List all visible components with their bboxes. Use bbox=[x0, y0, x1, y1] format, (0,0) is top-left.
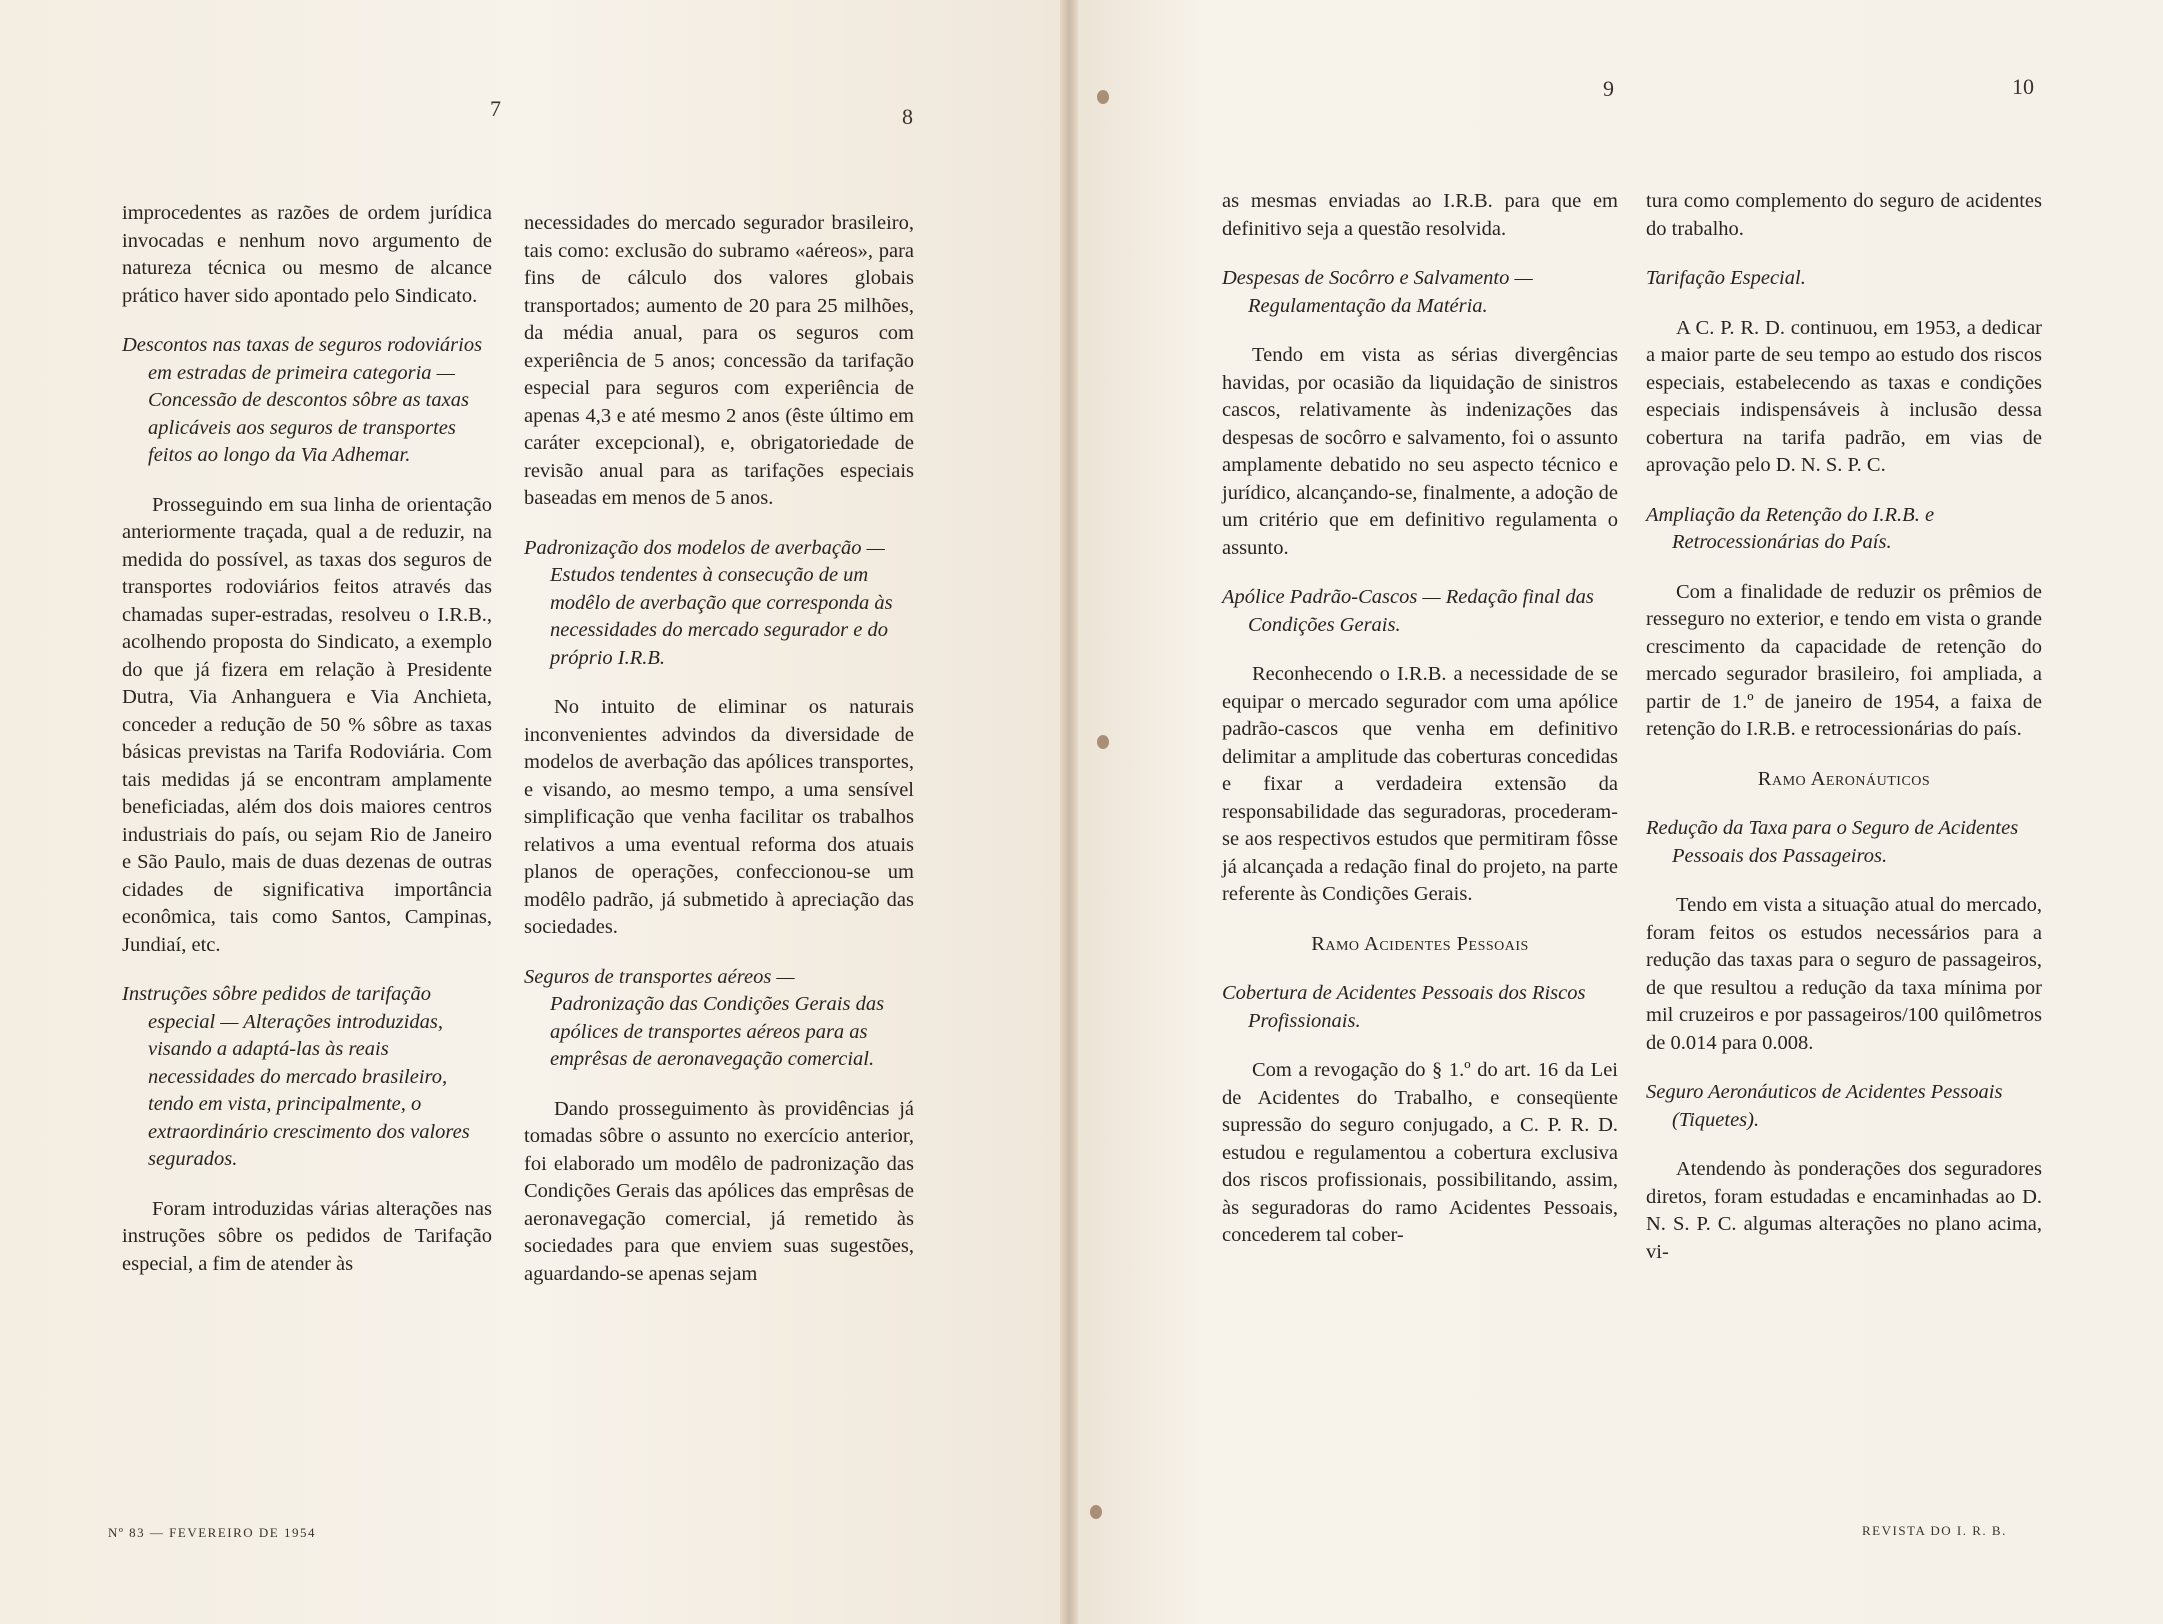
section-heading: Cobertura de Acidentes Pessoais dos Riscos Profissionais. bbox=[1222, 982, 1586, 1032]
paragraph: Com a finalidade de reduzir os prêmios de resseguro no exterior, e tendo em vista o grande crescimento da capacidade de retenção do mercado segurador brasileiro, foi ampliada, a partir de 1.º de janeiro de 1954, a faixa de retenção do I.R.B. e retrocessionárias do país. bbox=[1646, 580, 2042, 740]
paragraph: A C. P. R. D. continuou, em 1953, a dedicar a maior parte de seu tempo ao estudo dos riscos especiais, estabelecendo as taxas e condições especiais indispensáveis à inclusão dessa cobertura na tarifa padrão, em vias de aprovação pelo D. N. S. P. C. bbox=[1646, 316, 2042, 476]
footer-title: REVISTA DO I. R. B. bbox=[1862, 1523, 2007, 1538]
paragraph: Reconhecendo o I.R.B. a necessidade de se equipar o mercado segurador com uma apólice padrão-cascos que venha em definitivo delimitar a amplitude das coberturas concedidas e fixar a verdadeira extensão da responsabilidade das seguradoras, procederam-se aos respectivos estudos que permitiram fôsse já alcançada a redação final do projeto, na parte referente às Condições Gerais. bbox=[1222, 663, 1618, 905]
section-heading: Instruções sôbre pedidos de tarifação especial — Alterações introduzidas, visando a adaptá-las às reais necessidades do mercado brasileiro, tendo em vista, principalmente, o extraordinário crescimento dos valores segurados. bbox=[122, 983, 470, 1170]
staple-hole bbox=[1090, 1505, 1102, 1519]
page-number: 7 bbox=[490, 96, 501, 121]
section-heading: Padronização dos modelos de averbação — Estudos tendentes à consecução de um modêlo de averbação que corresponda às necessidades do mercado segurador e do próprio I.R.B. bbox=[524, 536, 893, 669]
column-page-10 bbox=[1646, 188, 2042, 1288]
paragraph: improcedentes as razões de ordem jurídica invocadas e nenhum novo argumento de natureza técnica ou mesmo de alcance prático haver sido apontado pelo Sindicato. bbox=[122, 202, 492, 307]
binding-gutter bbox=[1060, 0, 1078, 1624]
section-title: Ramo Acidentes Pessoais bbox=[1311, 932, 1529, 955]
page-number: 8 bbox=[902, 104, 913, 129]
paragraph: necessidades do mercado segurador brasileiro, tais como: exclusão do subramo «aéreos», para fins de cálculo dos valores globais transportados; aumento de 20 para 25 milhões, da média anual, para os seguros com experiência de 5 anos; concessão da tarifação especial para seguros com experiência de apenas 4,3 e até mesmo 2 anos (êste último em caráter excepcional), e, obrigatoriedade de revisão anual para as tarifações especiais baseadas em menos de 5 anos. bbox=[524, 212, 914, 509]
column-page-9 bbox=[1222, 188, 1618, 1272]
staple-hole bbox=[1097, 90, 1109, 104]
section-heading: Seguros de transportes aéreos — Padronização das Condições Gerais das apólices de transportes aéreos para as emprêsas de aeronavegação comercial. bbox=[524, 965, 885, 1070]
paragraph: Prosseguindo em sua linha de orientação anteriormente traçada, qual a de reduzir, na medida do possível, as taxas dos seguros de transportes rodoviários feitos através das chamadas super-estradas, resolveu o I.R.B., acolhendo proposta do Sindicato, a exemplo do que já fizera em relação à Presidente Dutra, Via Anhanguera e Via Anchieta, conceder a redução de 50 % sôbre as taxas básicas previstas na Tarifa Rodoviária. Com tais medidas já se encontram amplamente beneficiadas, além dos dois maiores centros industriais do país, ou sejam Rio de Janeiro e São Paulo, mais de duas dezenas de outras cidades de significativa importância econômica, tais como Santos, Campinas, Jundiaí, etc. bbox=[122, 493, 492, 956]
section-heading: Redução da Taxa para o Seguro de Acidentes Pessoais dos Passageiros. bbox=[1646, 817, 2019, 867]
page-number: 9 bbox=[1603, 76, 1614, 101]
section-heading: Tarifação Especial. bbox=[1646, 267, 1806, 289]
paragraph: Tendo em vista a situação atual do mercado, foram feitos os estudos necessários para a redução das taxas para o seguro de passageiros, de que resultou a redução da taxa mínima por mil cruzeiros e por passageiros/100 quilômetros de 0.014 para 0.008. bbox=[1646, 894, 2042, 1054]
paragraph: Foram introduzidas várias alterações nas instruções sôbre os pedidos de Tarifação especial, a fim de atender às bbox=[122, 1197, 492, 1275]
paragraph: No intuito de eliminar os naturais inconvenientes advindos da diversidade de modelos de averbação das apólices transportes, e visando, ao mesmo tempo, a uma sensível simplificação que venha facilitar os trabalhos relativos a uma eventual reforma dos atuais planos de operações, confeccionou-se um modêlo padrão, já submetido à apreciação das sociedades. bbox=[524, 696, 914, 938]
paragraph: Atendendo às ponderações dos seguradores diretos, foram estudadas e encaminhadas ao D. N. S. P. C. algumas alterações no plano acima, vi- bbox=[1646, 1158, 2042, 1263]
paragraph: tura como complemento do seguro de acidentes do trabalho. bbox=[1646, 190, 2042, 240]
paragraph: Com a revogação do § 1.º do art. 16 da Lei de Acidentes do Trabalho, e conseqüente supressão do seguro conjugado, a C. P. R. D. estudou e regulamentou a cobertura exclusiva dos riscos profissionais, possibilitando, assim, às seguradoras do ramo Acidentes Pessoais, concederem tal cober- bbox=[1222, 1059, 1618, 1246]
section-heading: Descontos nas taxas de seguros rodoviários em estradas de primeira categoria — Concessão de descontos sôbre as taxas aplicáveis aos seguros de transportes feitos ao longo da Via Adhemar. bbox=[122, 334, 483, 466]
column-page-7 bbox=[122, 200, 492, 1300]
section-heading: Despesas de Socôrro e Salvamento — Regulamentação da Matéria. bbox=[1222, 267, 1533, 317]
section-heading: Ampliação da Retenção do I.R.B. e Retrocessionárias do País. bbox=[1646, 503, 1935, 553]
section-heading: Apólice Padrão-Cascos — Redação final das Condições Gerais. bbox=[1222, 586, 1594, 636]
paragraph: Dando prosseguimento às providências já tomadas sôbre o assunto no exercício anterior, foi elaborado um modêlo de padronização das Condições Gerais das apólices das emprêsas de aeronavegação comercial, já remetido às sociedades para que enviem suas sugestões, aguardando-se apenas sejam bbox=[524, 1097, 914, 1285]
section-heading: Seguro Aeronáuticos de Acidentes Pessoais (Tiquetes). bbox=[1646, 1081, 2003, 1131]
column-page-8 bbox=[524, 210, 914, 1310]
paragraph: as mesmas enviadas ao I.R.B. para que em definitivo seja a questão resolvida. bbox=[1222, 190, 1618, 240]
section-title: Ramo Aeronáuticos bbox=[1757, 767, 1931, 790]
paragraph: Tendo em vista as sérias divergências havidas, por ocasião da liquidação de sinistros cascos, relativamente às indenizações das despesas de socôrro e salvamento, foi o assunto amplamente debatido no seu aspecto técnico e jurídico, alcançando-se, finalmente, a adoção de um critério que em definitivo regulamenta o assunto. bbox=[1222, 344, 1618, 559]
staple-hole bbox=[1097, 735, 1109, 749]
page-number: 10 bbox=[2012, 74, 2034, 99]
footer-issue: Nº 83 — FEVEREIRO DE 1954 bbox=[108, 1525, 316, 1540]
